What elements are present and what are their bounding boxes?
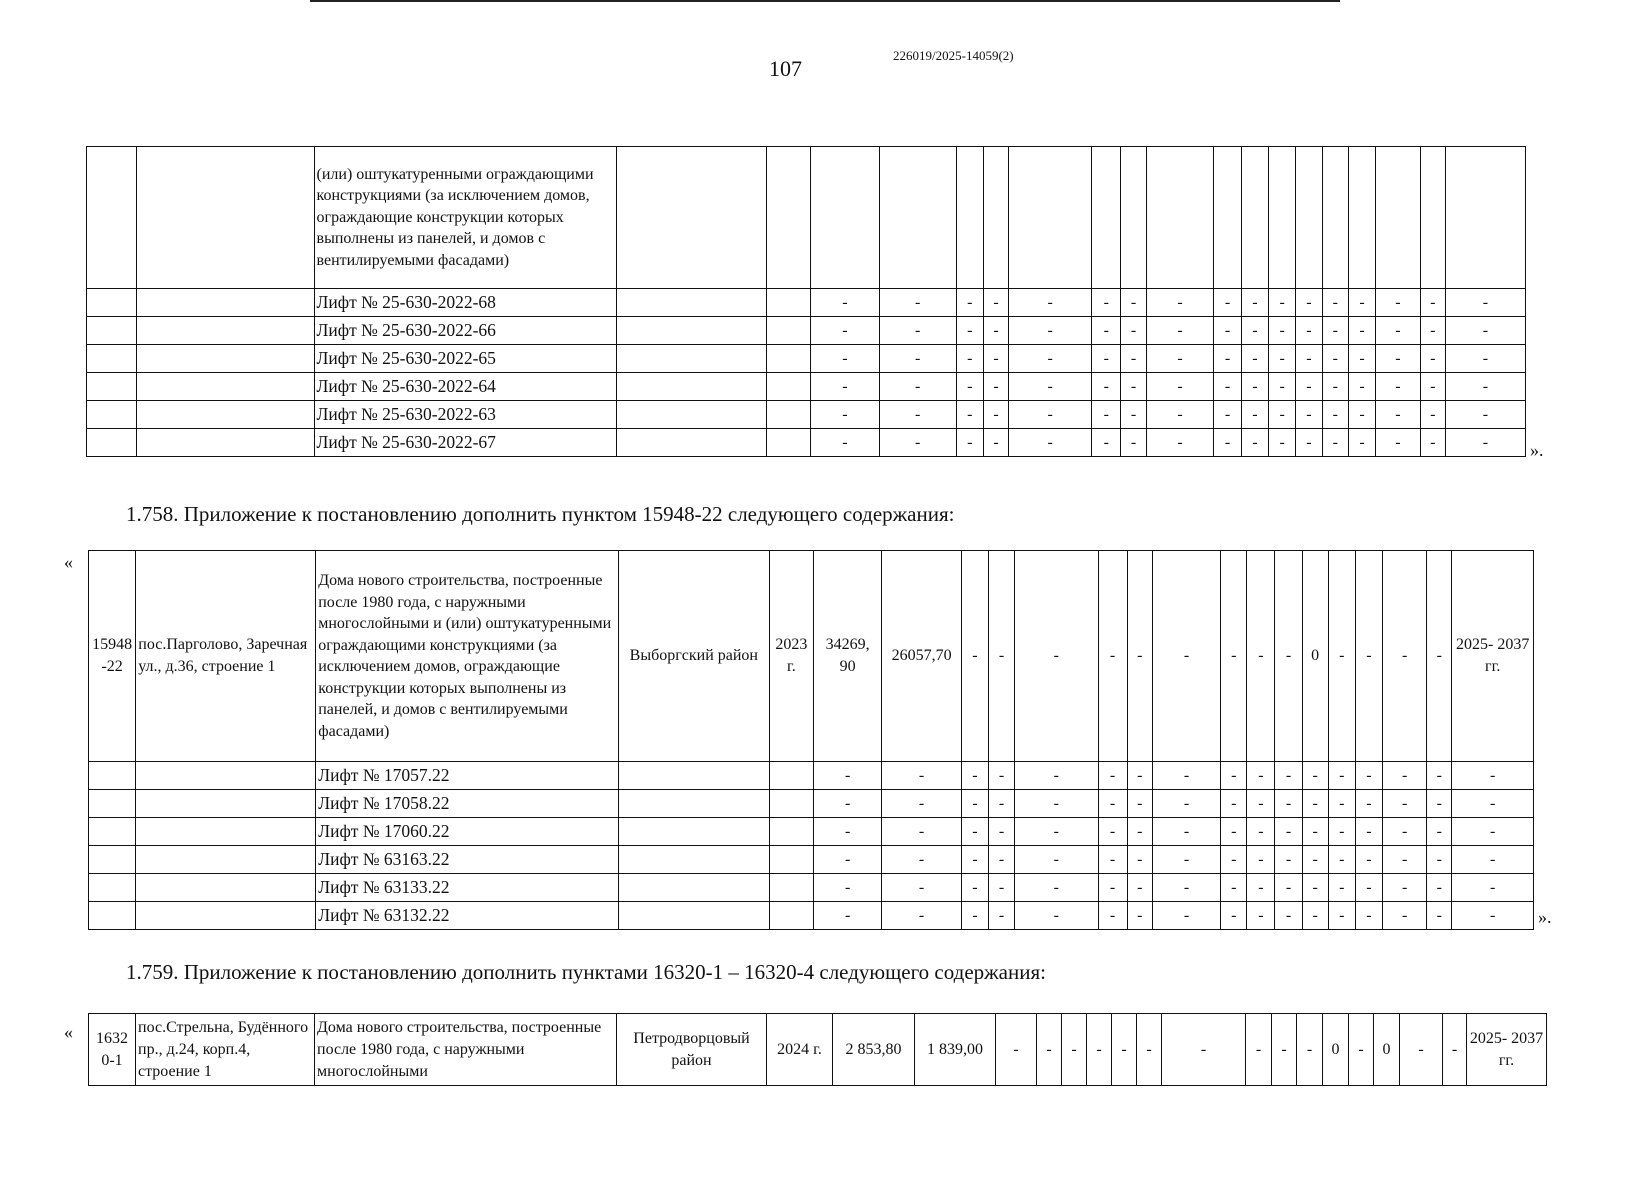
lift-row [87, 429, 1526, 457]
dash-cell: - [1009, 373, 1092, 401]
dash-cell: - [879, 317, 956, 345]
dash-cell: - [1445, 401, 1525, 429]
document-id: 226019/2025-14059(2) [893, 48, 1014, 63]
dash-cell: - [1146, 317, 1214, 345]
dash-cell: - [1383, 874, 1427, 902]
dash-cell: - [1445, 429, 1525, 457]
dash-cell: - [1015, 790, 1098, 818]
dash-cell: - [879, 373, 956, 401]
lift-name: Лифт № 25-630-2022-67 [314, 429, 616, 457]
section-758-table [88, 550, 1534, 930]
dash-cell: - [1445, 289, 1525, 317]
lift-name: Лифт № 17058.22 [316, 790, 619, 818]
dash-cell: - [882, 762, 961, 790]
dash-cell: - [1121, 289, 1146, 317]
lift-name: Лифт № 63132.22 [316, 902, 619, 930]
dash-cell: - [1241, 317, 1268, 345]
lift-row [89, 846, 1534, 874]
dash-cell: - [882, 902, 961, 930]
lift-name: Лифт № 25-630-2022-65 [314, 345, 616, 373]
dash-cell: - [1452, 818, 1534, 846]
dash-cell: - [882, 874, 961, 902]
dash-cell: - [1427, 846, 1452, 874]
dash-cell: - [1214, 429, 1241, 457]
dash-cell: - [1247, 790, 1275, 818]
dash-cell: - [1420, 429, 1445, 457]
dash-cell: - [811, 345, 880, 373]
lift-name: Лифт № 17060.22 [316, 818, 619, 846]
dash-cell: - [1302, 874, 1328, 902]
dash-cell: - [882, 818, 961, 846]
dash-cell: - [1322, 401, 1348, 429]
dash-cell: - [1328, 790, 1355, 818]
dash-cell: - [1247, 818, 1275, 846]
dash-cell: - [1015, 762, 1098, 790]
dash-cell: - [1322, 317, 1348, 345]
dash-cell: - [1214, 317, 1241, 345]
dash-cell: - [1420, 289, 1445, 317]
area-living: 1 839,00 [915, 1014, 996, 1086]
period: 2025- 2037 гг. [1452, 551, 1534, 762]
dash-cell: - [1221, 762, 1247, 790]
dash-cell: - [1355, 762, 1382, 790]
dash-cell: - [1015, 874, 1098, 902]
dash-cell: - [1275, 790, 1302, 818]
dash-cell: - [1009, 317, 1092, 345]
dash-cell: - [1121, 401, 1146, 429]
item-id: 1632 0-1 [89, 1014, 136, 1086]
dash-cell: - [1092, 373, 1121, 401]
dash-cell: - [1121, 317, 1146, 345]
zero-value: 0 [1374, 1014, 1400, 1086]
dash-cell: - [1427, 790, 1452, 818]
dash-cell: - [1383, 790, 1427, 818]
dash-cell: - [1383, 818, 1427, 846]
area-total: 2 853,80 [833, 1014, 915, 1086]
section-759-table [88, 1013, 1547, 1086]
dash-cell: - [1302, 818, 1328, 846]
dash-cell: - [1152, 818, 1220, 846]
dash-cell: - [1296, 373, 1322, 401]
dash-cell: - [1355, 846, 1382, 874]
dash-cell: - [1127, 874, 1152, 902]
dash-cell: - [1127, 846, 1152, 874]
dash-cell: - [1146, 401, 1214, 429]
dash-cell: - [1322, 345, 1348, 373]
dash-cell: - [1383, 902, 1427, 930]
dash-cell: - [1269, 289, 1296, 317]
dash-cell: - [1376, 317, 1420, 345]
dash-cell: - [1376, 345, 1420, 373]
dash-cell: - [879, 289, 956, 317]
lift-row [89, 874, 1534, 902]
dash-cell: - [983, 429, 1008, 457]
dash-cell: - [1445, 373, 1525, 401]
dash-cell: - [1241, 373, 1268, 401]
dash-cell: - [1092, 429, 1121, 457]
dash-cell: - [1383, 846, 1427, 874]
dash-cell: - [811, 373, 880, 401]
period: 2025- 2037 гг. [1467, 1014, 1547, 1086]
dash-cell: - [1214, 373, 1241, 401]
dash-cell: - [1098, 790, 1127, 818]
dash-cell: - [983, 317, 1008, 345]
close-quote-1: ». [1530, 440, 1544, 460]
close-quote-758: ». [1538, 907, 1552, 927]
dash-cell: - [1009, 345, 1092, 373]
dash-cell: - [811, 429, 880, 457]
dash-cell: - [1376, 429, 1420, 457]
dash-cell: - [1009, 401, 1092, 429]
dash-cell: - [1247, 846, 1275, 874]
dash-cell: - [1296, 317, 1322, 345]
table-row: 15948 -22 пос.Парголово, Заречная ул., д.36, строение 1 Дома нового строительства, построенные после 1980 года, с наружными многослойными и (или) оштукатуренными ограждающими конструкциями (за исключением домов, ограждающие конструкции которых выполнены из панелей, и домов с вентилируемыми фасадами) Выборгский район 2023 г. 34269, 90 26057,70 - - - - - - - - - 0 - - - - 2025- 2037 гг. [89, 551, 1534, 762]
top-border-line [310, 0, 1340, 2]
dash-cell: - [988, 846, 1014, 874]
dash-cell: - [811, 317, 880, 345]
house-type: Дома нового строительства, построенные после 1980 года, с наружными многослойными и (или) оштукатуренными ограждающими конструкциями (за исключением домов, ограждающие конструкции которых выполнены из панелей, и домов с вентилируемыми фасадами) [316, 551, 619, 762]
page-number: 107 [769, 56, 802, 81]
dash-cell: - [1221, 818, 1247, 846]
dash-cell: - [879, 345, 956, 373]
dash-cell: - [1420, 373, 1445, 401]
dash-cell: - [1092, 345, 1121, 373]
dash-cell: - [1146, 289, 1214, 317]
dash-cell: - [1328, 846, 1355, 874]
dash-cell: - [961, 874, 988, 902]
dash-cell: - [1098, 818, 1127, 846]
lift-name: Лифт № 17057.22 [316, 762, 619, 790]
dash-cell: - [1098, 902, 1127, 930]
dash-cell: - [956, 345, 983, 373]
lift-name: Лифт № 63133.22 [316, 874, 619, 902]
dash-cell: - [1302, 762, 1328, 790]
dash-cell: - [956, 401, 983, 429]
dash-cell: - [1121, 429, 1146, 457]
dash-cell: - [1452, 762, 1534, 790]
dash-cell: - [879, 429, 956, 457]
lift-table-continuation [86, 146, 1526, 457]
dash-cell: - [1355, 790, 1382, 818]
lift-name: Лифт № 25-630-2022-68 [314, 289, 616, 317]
dash-cell: - [1452, 902, 1534, 930]
dash-cell: - [961, 818, 988, 846]
dash-cell: - [1152, 790, 1220, 818]
dash-cell: - [1092, 317, 1121, 345]
lift-row [89, 762, 1534, 790]
dash-cell: - [1009, 429, 1092, 457]
lift-row [87, 373, 1526, 401]
area-total: 34269, 90 [813, 551, 881, 762]
zero-value: 0 [1302, 551, 1328, 762]
dash-cell: - [1383, 762, 1427, 790]
dash-cell: - [1420, 317, 1445, 345]
dash-cell: - [983, 289, 1008, 317]
dash-cell: - [1427, 902, 1452, 930]
dash-cell: - [1269, 429, 1296, 457]
dash-cell: - [1152, 762, 1220, 790]
dash-cell: - [1348, 289, 1375, 317]
dash-cell: - [988, 874, 1014, 902]
dash-cell: - [1445, 317, 1525, 345]
section-758-heading: 1.758. Приложение к постановлению дополнить пунктом 15948-22 следующего содержания: [126, 502, 955, 526]
dash-cell: - [1221, 874, 1247, 902]
dash-cell: - [1355, 902, 1382, 930]
dash-cell: - [1098, 874, 1127, 902]
dash-cell: - [1121, 373, 1146, 401]
dash-cell: - [879, 401, 956, 429]
address: пос.Стрельна, Будённого пр., д.24, корп.4, строение 1 [136, 1014, 315, 1086]
dash-cell: - [983, 401, 1008, 429]
area-living: 26057,70 [882, 551, 961, 762]
lift-row [87, 401, 1526, 429]
dash-cell: - [811, 289, 880, 317]
dash-cell: - [1241, 345, 1268, 373]
dash-cell: - [1121, 345, 1146, 373]
dash-cell: - [1221, 902, 1247, 930]
dash-cell: - [1445, 345, 1525, 373]
lift-row [89, 902, 1534, 930]
dash-cell: - [1214, 289, 1241, 317]
dash-cell: - [1269, 373, 1296, 401]
year: 2023 г. [769, 551, 813, 762]
house-type-text: (или) оштукатуренными ограждающими конструкциями (за исключением домов, ограждающие конструкции которых выполнены из панелей, и домов с вентилируемыми фасадами) [314, 147, 616, 289]
dash-cell: - [1214, 401, 1241, 429]
dash-cell: - [1092, 289, 1121, 317]
dash-cell: - [961, 790, 988, 818]
dash-cell: - [1152, 874, 1220, 902]
dash-cell: - [1348, 317, 1375, 345]
dash-cell: - [1302, 902, 1328, 930]
dash-cell: - [1127, 818, 1152, 846]
address: пос.Парголово, Заречная ул., д.36, строение 1 [136, 551, 316, 762]
dash-cell: - [1348, 373, 1375, 401]
dash-cell: - [1247, 874, 1275, 902]
dash-cell: - [1452, 846, 1534, 874]
dash-cell: - [1241, 289, 1268, 317]
dash-cell: - [988, 902, 1014, 930]
dash-cell: - [1221, 846, 1247, 874]
dash-cell: - [813, 790, 881, 818]
dash-cell: - [1247, 902, 1275, 930]
dash-cell: - [1015, 846, 1098, 874]
year: 2024 г. [767, 1014, 833, 1086]
dash-cell: - [961, 846, 988, 874]
dash-cell: - [988, 818, 1014, 846]
lift-row [87, 345, 1526, 373]
dash-cell: - [1152, 902, 1220, 930]
district: Петродворцовый район [617, 1014, 767, 1086]
dash-cell: - [1275, 902, 1302, 930]
lift-row [89, 818, 1534, 846]
dash-cell: - [1269, 401, 1296, 429]
dash-cell: - [1275, 874, 1302, 902]
dash-cell: - [1302, 790, 1328, 818]
dash-cell: - [1376, 401, 1420, 429]
dash-cell: - [1328, 902, 1355, 930]
item-id: 15948 -22 [89, 551, 136, 762]
dash-cell: - [1009, 289, 1092, 317]
dash-cell: - [1269, 345, 1296, 373]
dash-cell: - [1328, 818, 1355, 846]
dash-cell: - [813, 846, 881, 874]
dash-cell: - [1127, 762, 1152, 790]
dash-cell: - [813, 762, 881, 790]
dash-cell: - [1452, 874, 1534, 902]
dash-cell: - [811, 401, 880, 429]
dash-cell: - [956, 317, 983, 345]
dash-cell: - [983, 373, 1008, 401]
dash-cell: - [882, 846, 961, 874]
dash-cell: - [1146, 429, 1214, 457]
dash-cell: - [1146, 345, 1214, 373]
lift-name: Лифт № 25-630-2022-63 [314, 401, 616, 429]
dash-cell: - [1098, 762, 1127, 790]
dash-cell: - [1275, 818, 1302, 846]
dash-cell: - [1328, 874, 1355, 902]
dash-cell: - [1355, 818, 1382, 846]
zero-value: 0 [1323, 1014, 1349, 1086]
dash-cell: - [956, 373, 983, 401]
dash-cell: - [1322, 373, 1348, 401]
dash-cell: - [1427, 818, 1452, 846]
dash-cell: - [1296, 345, 1322, 373]
open-quote-759: « [64, 1022, 73, 1042]
dash-cell: - [1348, 401, 1375, 429]
dash-cell: - [988, 762, 1014, 790]
dash-cell: - [961, 902, 988, 930]
dash-cell: - [1275, 846, 1302, 874]
section-759-heading: 1.759. Приложение к постановлению дополнить пунктами 16320-1 – 16320-4 следующего содержания: [126, 960, 1046, 984]
dash-cell: - [1322, 429, 1348, 457]
dash-cell: - [1427, 874, 1452, 902]
lift-row [87, 289, 1526, 317]
dash-cell: - [1146, 373, 1214, 401]
dash-cell: - [813, 874, 881, 902]
dash-cell: - [1015, 902, 1098, 930]
dash-cell: - [1241, 429, 1268, 457]
open-quote-758: « [64, 552, 73, 572]
dash-cell: - [956, 429, 983, 457]
dash-cell: - [1420, 401, 1445, 429]
dash-cell: - [1296, 429, 1322, 457]
dash-cell: - [1348, 429, 1375, 457]
dash-cell: - [1241, 401, 1268, 429]
dash-cell: - [1152, 846, 1220, 874]
table-row: 1632 0-1 пос.Стрельна, Будённого пр., д.24, корп.4, строение 1 Дома нового строительства, построенные после 1980 года, с наружными многослойными Петродворцовый район 2024 г. 2 853,80 1 839,00 - - - - - - - - - - 0 - 0 - - 2025- 2037 гг. [89, 1014, 1547, 1086]
dash-cell: - [1296, 289, 1322, 317]
dash-cell: - [1302, 846, 1328, 874]
dash-cell: - [1092, 401, 1121, 429]
dash-cell: - [988, 790, 1014, 818]
dash-cell: - [961, 762, 988, 790]
dash-cell: - [1247, 762, 1275, 790]
dash-cell: - [1296, 401, 1322, 429]
lift-row [87, 317, 1526, 345]
dash-cell: - [1328, 762, 1355, 790]
lift-name: Лифт № 25-630-2022-64 [314, 373, 616, 401]
dash-cell: - [1376, 289, 1420, 317]
district: Выборгский район [618, 551, 769, 762]
dash-cell: - [882, 790, 961, 818]
dash-cell: - [813, 818, 881, 846]
dash-cell: - [1355, 874, 1382, 902]
dash-cell: - [1427, 762, 1452, 790]
dash-cell: - [1322, 289, 1348, 317]
dash-cell: - [1275, 762, 1302, 790]
dash-cell: - [956, 289, 983, 317]
dash-cell: - [1221, 790, 1247, 818]
dash-cell: - [1015, 818, 1098, 846]
lift-row [89, 790, 1534, 818]
dash-cell: - [1127, 790, 1152, 818]
dash-cell: - [1098, 846, 1127, 874]
dash-cell: - [813, 902, 881, 930]
dash-cell: - [1127, 902, 1152, 930]
lift-name: Лифт № 25-630-2022-66 [314, 317, 616, 345]
house-type: Дома нового строительства, построенные после 1980 года, с наружными многослойными [315, 1014, 617, 1086]
dash-cell: - [1214, 345, 1241, 373]
dash-cell: - [1420, 345, 1445, 373]
dash-cell: - [1348, 345, 1375, 373]
dash-cell: - [1452, 790, 1534, 818]
dash-cell: - [983, 345, 1008, 373]
dash-cell: - [1269, 317, 1296, 345]
lift-name: Лифт № 63163.22 [316, 846, 619, 874]
dash-cell: - [1376, 373, 1420, 401]
